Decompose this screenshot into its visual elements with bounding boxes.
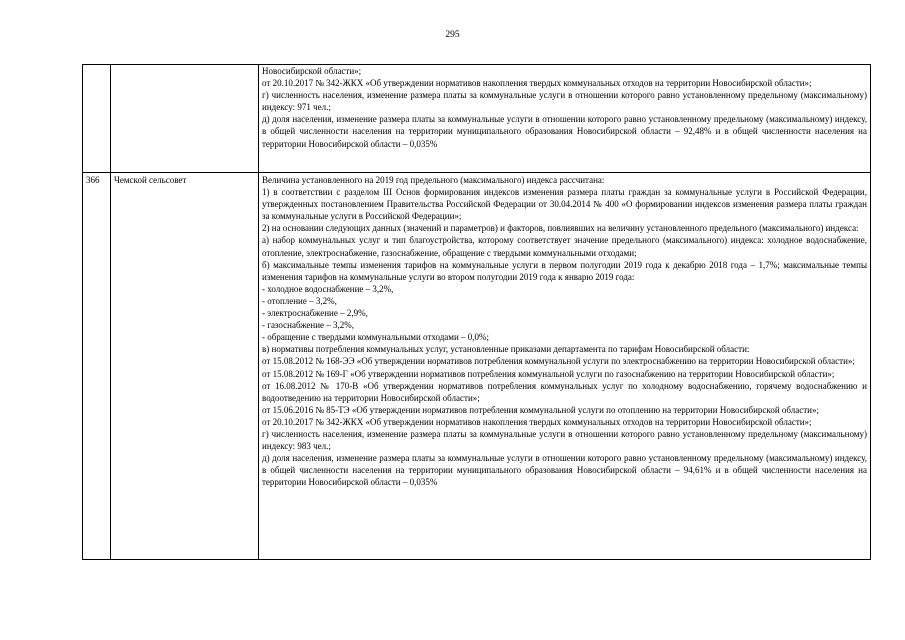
row-number: 366 [83,173,111,560]
description-line: от 15.06.2016 № 85-ТЭ «Об утверждении нормативов потребления коммунальной услуги по отоплению на территории Новосибирской области»; [262,404,819,415]
municipality-index-table [82,64,871,560]
municipality-name: Чемской сельсовет [111,173,259,560]
table-row [83,65,871,173]
description-line: г) численность населения, изменение размера платы за коммунальные услуги в отношении которого равно установленному предельному (максимальному) индексу: 971 чел.; [262,90,867,113]
description-line: - электроснабжение – 2,9%, [262,308,368,319]
description-line: от 20.10.2017 № 342-ЖКХ «Об утверждении нормативов накопления твердых коммунальных отходов на территории Новосибирской области»; [262,416,812,427]
description-line: 1) в соответствии с разделом III Основ формирования индексов изменения размера платы граждан за коммунальные услуги в Российской Федерации, утвержденных постановлением Правительства Российской Федерации от 30.04.2014 № 400 «О формировании индексов изменения размера платы граждан за коммунальные услуги в Российской Федерации»; [262,187,867,222]
description-line: - газоснабжение – 3,2%, [262,320,355,331]
description-line: - отопление – 3,2%, [262,295,337,306]
description-line: Новосибирской области»; [262,66,362,76]
description-line: а) набор коммунальных услуг и тип благоустройства, которому соответствует значение предельного (максимального) индекса: холодное водоснабжение, отопление, электроснабжение, газоснабжение, обращение с твердыми коммунальными отходами; [262,235,867,258]
description-line: - холодное водоснабжение – 3,2%, [262,283,394,294]
description-line: д) доля населения, изменение размера платы за коммунальные услуги в отношении которого равно установленному предельному (максимальному) индексу, в общей численности населения на территории муниципального образования Новосибирской области – 92,48% и в общей численности населения на территории Новосибирской области – 0,035% [262,114,867,149]
page-number: 295 [445,30,460,40]
index-description [259,65,871,173]
index-description [259,173,871,560]
description-line: от 20.10.2017 № 342-ЖКХ «Об утверждении нормативов накопления твердых коммунальных отходов на территории Новосибирской области»; [262,78,812,89]
description-line: от 15.08.2012 № 168-ЭЭ «Об утверждении нормативов потребления коммунальной услуги по электроснабжению на территории Новосибирской области»; [262,356,855,367]
description-line: - обращение с твердыми коммунальными отходами – 0,0%; [262,332,490,343]
description-line: в) нормативы потребления коммунальных услуг, установленные приказами департамента по тарифам Новосибирской области: [262,344,750,355]
description-line: 2) на основании следующих данных (значений и параметров) и факторов, повлиявших на величину установленного предельного (максимального) индекса: [262,223,859,234]
description-line: д) доля населения, изменение размера платы за коммунальные услуги в отношении которого равно установленному предельному (максимальному) индексу, в общей численности населения на территории муниципального образования Новосибирской области – 94,61% и в общей численности населения на территории Новосибирской области – 0,035% [262,453,867,488]
description-line: Величина установленного на 2019 год предельного (максимального) индекса рассчитана: [262,175,605,185]
description-line: от 16.08.2012 № 170-В «Об утверждении нормативов потребления коммунальных услуг по холодному водоснабжению, горячему водоснабжению и водоотведению на территории Новосибирской области»; [262,380,867,403]
description-line: г) численность населения, изменение размера платы за коммунальные услуги в отношении которого равно установленному предельному (максимальному) индексу: 983 чел.; [262,428,867,452]
description-line: б) максимальные темпы изменения тарифов на коммунальные услуги в первом полугодии 2019 года к декабрю 2018 года – 1,7%; максимальные темпы изменения тарифов на коммунальные услуги во втором полугодии 2019 года к январю 2019 года: [262,259,867,282]
row-number [83,65,111,173]
municipality-name [111,65,259,173]
table-row [83,173,871,560]
description-line: от 15.08.2012 № 169-Г «Об утверждении нормативов потребления коммунальной услуги по газоснабжению на территории Новосибирской области»; [262,368,835,379]
